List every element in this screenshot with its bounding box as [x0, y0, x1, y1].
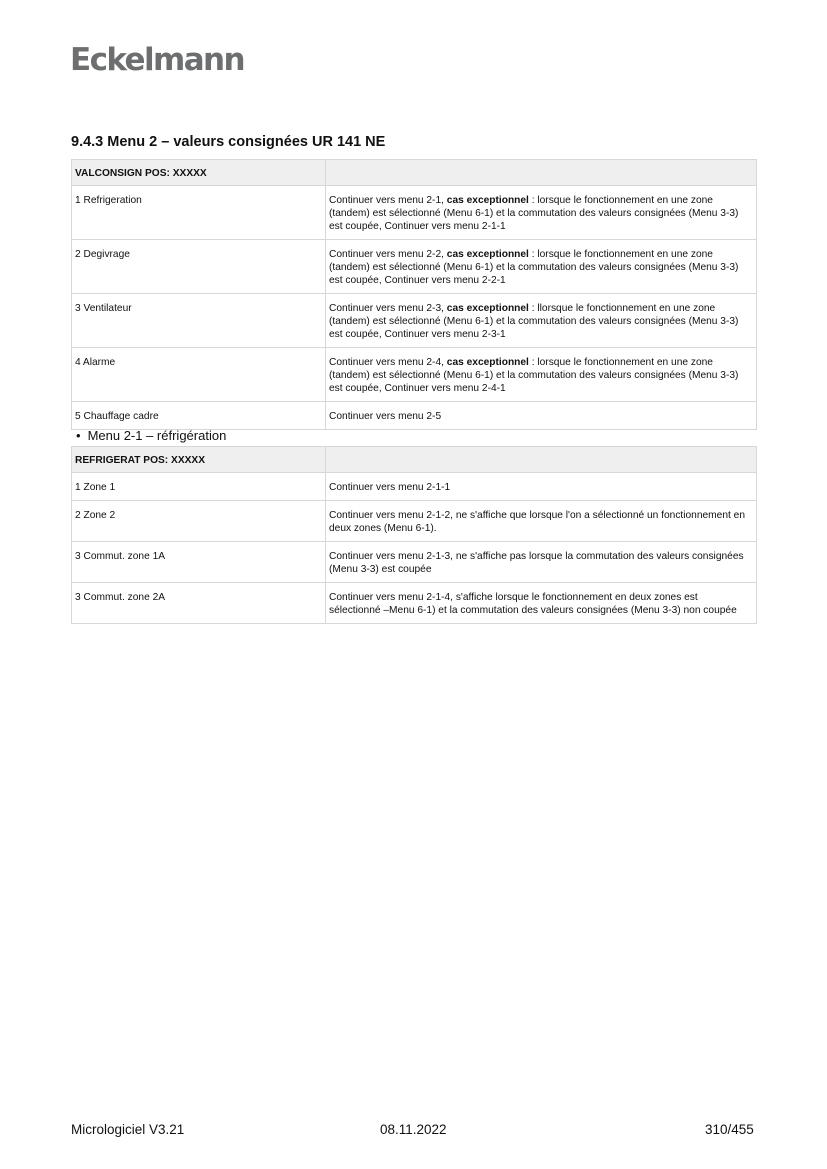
table-row [72, 240, 757, 294]
emphasis-text: cas exceptionnel [446, 357, 529, 368]
refrigerat-table [71, 446, 757, 624]
description-cell: Continuer vers menu 2-1-2, ne s'affiche que lorsque l'on a sélectionné un fonctionnement en deux zones (Menu 6-1). [326, 501, 757, 542]
table-row [72, 542, 757, 583]
table-row [72, 473, 757, 501]
table-row [72, 501, 757, 542]
menu-item-cell: 1 Refrigeration [72, 186, 326, 240]
description-text: Continuer vers menu 2-1, [329, 195, 447, 206]
table-row [72, 294, 757, 348]
description-text: : lorsque le fonctionnement en une zone (tandem) est sélectionné (Menu 6-1) et la commutation des valeurs consignées (Menu 3-3) est coupée, Continuer vers menu 2-4-1 [329, 357, 739, 394]
footer-page-number: 310/455 [705, 1122, 754, 1137]
table-header-cell [326, 447, 757, 473]
footer-firmware-version: Micrologiciel V3.21 [71, 1122, 185, 1137]
menu-item-cell: 3 Ventilateur [72, 294, 326, 348]
description-text: Continuer vers menu 2-3, [329, 303, 447, 314]
description-text: : lorsque le fonctionnement en une zone (tandem) est sélectionné (Menu 6-1) et la commutation des valeurs consignées (Menu 3-3) est coupée, Continuer vers menu 2-2-1 [329, 249, 739, 286]
description-text: : llorsque le fonctionnement en une zone (tandem) est sélectionné (Menu 6-1) et la commutation des valeurs consignées (Menu 3-3) est coupée, Continuer vers menu 2-3-1 [329, 303, 739, 340]
table-row [72, 402, 757, 430]
description-cell: Continuer vers menu 2-1-1 [326, 473, 757, 501]
menu-item-cell: 4 Alarme [72, 348, 326, 402]
description-cell [326, 402, 757, 430]
menu-item-cell: 3 Commut. zone 2A [72, 583, 326, 624]
eckelmann-logo: Eckelmann [70, 42, 244, 78]
description-cell [326, 186, 757, 240]
menu-item-cell: 5 Chauffage cadre [72, 402, 326, 430]
footer-date: 08.11.2022 [380, 1122, 447, 1137]
description-cell: Continuer vers menu 2-1-4, s'affiche lorsque le fonctionnement en deux zones est sélectionné –Menu 6-1) et la commutation des valeurs consignées (Menu 3-3) non coupée [326, 583, 757, 624]
description-text: : lorsque le fonctionnement en une zone (tandem) est sélectionné (Menu 6-1) et la commutation des valeurs consignées (Menu 3-3) est coupée, Continuer vers menu 2-1-1 [329, 195, 739, 232]
description-text: Continuer vers menu 2-2, [329, 249, 447, 260]
table-header-row [72, 447, 757, 473]
description-text: Continuer vers menu 2-5 [329, 411, 442, 422]
menu-item-cell: 2 Degivrage [72, 240, 326, 294]
description-cell [326, 348, 757, 402]
table-header-row [72, 160, 757, 186]
table-header-cell [326, 160, 757, 186]
section-title: 9.4.3 Menu 2 – valeurs consignées UR 141 NE [71, 134, 386, 150]
emphasis-text: cas exceptionnel [446, 195, 529, 206]
valconsign-table [71, 159, 757, 430]
table-row [72, 348, 757, 402]
subsection-title: Menu 2-1 – réfrigération [87, 428, 227, 443]
emphasis-text: cas exceptionnel [446, 303, 529, 314]
bullet-icon: • [76, 428, 81, 443]
menu-item-cell: 1 Zone 1 [72, 473, 326, 501]
description-text: Continuer vers menu 2-4, [329, 357, 447, 368]
description-cell [326, 240, 757, 294]
menu-item-cell: 2 Zone 2 [72, 501, 326, 542]
emphasis-text: cas exceptionnel [446, 249, 529, 260]
table-row [72, 186, 757, 240]
table-row [72, 583, 757, 624]
table-header-cell: VALCONSIGN POS: XXXXX [72, 160, 326, 186]
description-cell [326, 294, 757, 348]
description-cell: Continuer vers menu 2-1-3, ne s'affiche pas lorsque la commutation des valeurs consignées (Menu 3-3) est coupée [326, 542, 757, 583]
menu-item-cell: 3 Commut. zone 1A [72, 542, 326, 583]
subsection-heading [76, 428, 226, 444]
table-header-cell: REFRIGERAT POS: XXXXX [72, 447, 326, 473]
